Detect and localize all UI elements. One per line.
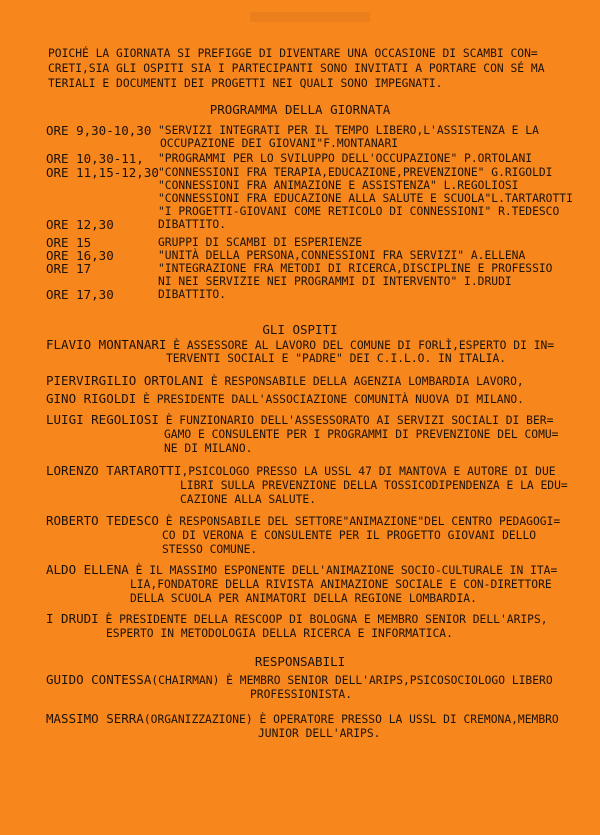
responsible-description: (CHAIRMAN) È MEMBRO SENIOR DELL'ARIPS,PSICOSOCIOLOGO LIBERO [151,674,553,687]
show-through-shadow [250,12,370,22]
responsible-entry [46,672,553,701]
intro-line: POICHÉ LA GIORNATA SI PREFIGGE DI DIVENTARE UNA OCCASIONE DI SCAMBI CON= [48,47,538,60]
schedule-text: "CONNESSIONI FRA ANIMAZIONE E ASSISTENZA" L.REGOLIOSI [158,178,519,192]
intro-paragraph [48,46,578,91]
schedule-time: ORE 17 [46,261,92,277]
responsible-description-cont: PROFESSIONISTA. [250,688,353,701]
schedule-row [46,249,591,262]
schedule-text: "CONNESSIONI FRA EDUCAZIONE ALLA SALUTE E SCUOLA"L.TARTAROTTI [158,192,573,206]
guest-entry [46,611,548,640]
schedule-row [46,262,591,288]
intro-line: TERIALI E DOCUMENTI DEI PROGETTI NEI QUALI SONO IMPEGNATI. [48,77,443,90]
schedule-text: DIBATTITO. [158,288,227,302]
schedule-text: GRUPPI DI SCAMBI DI ESPERIENZE [158,235,363,249]
guest-description-cont: CO DI VERONA E CONSULENTE PER IL PROGETTO GIOVANI DELLO [162,529,537,542]
schedule-row [46,124,591,150]
schedule-row [46,166,591,219]
guest-entry [46,562,558,605]
guest-entry [46,412,559,455]
guest-description: È ASSESSORE AL LAVORO DEL COMUNE DI FORLÌ,ESPERTO DI IN= [166,339,555,352]
schedule-time: ORE 10,30-11, [46,151,144,167]
guest-name: FLAVIO MONTANARI [46,337,167,352]
guest-name: I DRUDI [46,611,99,626]
guest-description-cont: LIBRI SULLA PREVENZIONE DELLA TOSSICODIPENDENZA E LA EDU= [180,479,568,492]
guest-description: ,PSICOLOGO PRESSO LA USSL 47 DI MANTOVA E AUTORE DI DUE [181,465,556,478]
guest-description: È PRESIDENTE DALL'ASSOCIAZIONE COMUNITÀ NUOVA DI MILANO. [136,393,524,406]
schedule-row [46,152,591,165]
guest-description-cont: NE DI MILANO. [164,442,253,455]
guest-entry [46,392,524,407]
guest-description-cont: DELLA SCUOLA PER ANIMATORI DELLA REGIONE LOMBARDIA. [130,592,477,605]
guest-description: È IL MASSIMO ESPONENTE DELL'ANIMAZIONE SOCIO-CULTURALE IN ITA= [128,564,558,577]
schedule-text: "SERVIZI INTEGRATI PER IL TEMPO LIBERO,L'ASSISTENZA E LA [158,124,539,137]
schedule-text: "I PROGETTI-GIOVANI COME RETICOLO DI CONNESSIONI" R.TEDESCO [158,205,560,219]
guest-description: È RESPONSABILE DELLA AGENZIA LOMBARDIA LAVORO, [204,375,524,388]
schedule-row [46,218,591,231]
responsabili-title: RESPONSABILI [254,654,346,669]
schedule-text: "PROGRAMMI PER LO SVILUPPO DELL'OCCUPAZIONE" P.ORTOLANI [158,152,533,166]
guest-entry [46,374,524,389]
programma-title: PROGRAMMA DELLA GIORNATA [209,102,391,117]
intro-line: CRETI,SIA GLI OSPITI SIA I PARTECIPANTI SONO INVITATI A PORTARE CON SÉ MA [48,62,545,75]
guest-description-cont: CAZIONE ALLA SALUTE. [180,493,317,506]
responsible-name: MASSIMO SERRA [46,711,144,726]
guest-description-cont: TERVENTI SOCIALI E "PADRE" DEI C.I.L.O. IN ITALIA. [166,352,507,365]
guest-description: È RESPONSABILE DEL SETTORE"ANIMAZIONE"DEL CENTRO PEDAGOGI= [158,515,561,528]
guest-description-cont: ESPERTO IN METODOLOGIA DELLA RICERCA E INFORMATICA. [106,627,453,640]
ospiti-title: GLI OSPITI [262,322,338,337]
schedule-time: ORE 12,30 [46,217,114,233]
schedule-row [46,288,591,301]
guest-name: LUIGI REGOLIOSI [46,412,159,427]
schedule-time: ORE 11,15-12,30 [46,164,159,180]
schedule-time: ORE 9,30-10,30 [46,123,152,138]
responsible-entry [46,711,559,740]
schedule-row [46,236,591,249]
guest-name: ROBERTO TEDESCO [46,513,159,528]
schedule-text: "CONNESSIONI FRA TERAPIA,EDUCAZIONE,PREVENZIONE" G.RIGOLDI [158,165,553,179]
guest-description: È FUNZIONARIO DELL'ASSESSORATO AI SERVIZI SOCIALI DI BER= [158,414,554,427]
guest-name: ALDO ELLENA [46,562,129,577]
schedule-time: ORE 16,30 [46,247,114,263]
schedule-time: ORE 17,30 [46,287,114,303]
guest-entry [46,337,555,365]
schedule-text: DIBATTITO. [158,218,227,232]
guest-entry [46,513,561,556]
guest-description-cont: STESSO COMUNE. [162,543,258,556]
schedule-text: OCCUPAZIONE DEI GIOVANI"F.MONTANARI [160,137,399,151]
guest-description-cont: LIA,FONDATORE DELLA RIVISTA ANIMAZIONE SOCIALE E CON-DIRETTORE [130,578,552,591]
responsible-description-cont: JUNIOR DELL'ARIPS. [258,727,381,740]
guest-description: È PRESIDENTE DELLA RESCOOP DI BOLOGNA E MEMBRO SENIOR DELL'ARIPS, [98,613,548,626]
guest-name: GINO RIGOLDI [46,391,137,406]
guest-name: PIERVIRGILIO ORTOLANI [46,373,205,388]
responsible-name: GUIDO CONTESSA [46,672,152,687]
schedule-text: NI NEI SERVIZIE NEI PROGRAMMI DI INTERVENTO" I.DRUDI [158,275,512,289]
guest-description-cont: GAMO E CONSULENTE PER I PROGRAMMI DI PREVENZIONE DEL COMU= [164,428,559,441]
guest-entry [46,463,568,506]
schedule-text: "UNITÀ DELLA PERSONA,CONNESSIONI FRA SERVIZI" A.ELLENA [158,248,526,262]
programma-schedule [46,124,591,302]
responsible-description: (ORGANIZZAZIONE) È OPERATORE PRESSO LA USSL DI CREMONA,MEMBRO [143,713,559,726]
guest-name: LORENZO TARTAROTTI [46,463,182,478]
schedule-text: "INTEGRAZIONE FRA METODI DI RICERCA,DISCIPLINE E PROFESSIO [158,262,553,276]
schedule-time: ORE 15 [46,234,92,250]
